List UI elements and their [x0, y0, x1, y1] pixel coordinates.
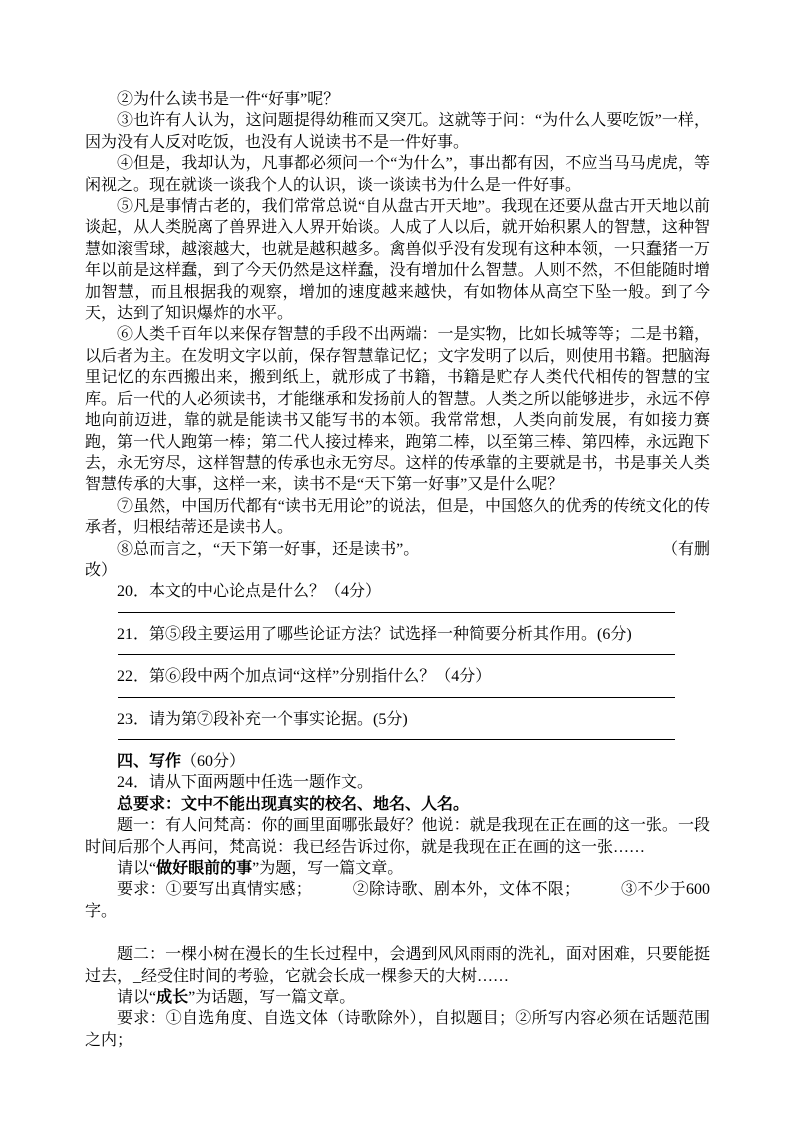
- passage-paragraph-2: ②为什么读书是一件“好事”呢？: [117, 91, 340, 108]
- topic1-title-line: [85, 858, 710, 879]
- topic2-title-prefix: 请以“: [117, 989, 157, 1007]
- topic2-title: 成长: [156, 989, 189, 1007]
- passage-paragraph-5: ⑤凡是事情古老的，我们常常总说“自从盘古开天地”。我现在还要从盘古开天地以前谈起，从人类脱离了兽界进入人界开始谈。人成了人以后，就开始积累人的智慧，这种智慧如滚雪球，越滚越大，也就是越积越多。禽兽似乎没有发现有这种本领，一只蠢猪一万年以前是这样蠢，到了今天仍然是这样蠢，没有增加什么智慧。人则不然，不但能随时增加智慧，而且根据我的观察，增加的速度越来越快，有如物体从高空下坠一般。到了今天，达到了知识爆炸的水平。: [85, 198, 710, 323]
- reading-passage: [85, 89, 710, 581]
- answer-line-20: [118, 603, 675, 613]
- writing-section-heading: [85, 751, 710, 772]
- passage-paragraph-4: ④但是，我却认为，凡事都必须问一个“为什么”，事出都有因，不应当马马虎虎，等闲视之。现在就谈一谈我个人的认识，谈一谈读书为什么是一件好事。: [85, 155, 710, 194]
- passage-paragraph-3: ③也许有人认为，这问题提得幼稚而又突兀。这就等于问：“为什么人要吃饭”一样，因为没有人反对吃饭，也没有人说读书不是一件好事。: [85, 112, 710, 151]
- topic2-title-suffix: ”为话题，写一篇文章。: [188, 989, 356, 1007]
- question-20: 20．本文的中心论点是什么？（4分）: [117, 583, 382, 601]
- topic2-title-line: [85, 987, 710, 1008]
- writing-section: [85, 751, 710, 1051]
- question-21: 21．第⑤段主要运用了哪些论证方法？试选择一种简要分析其作用。(6分): [117, 625, 632, 643]
- topic2-prompt: 题二：一棵小树在漫长的生长过程中，会遇到风风雨雨的洗礼，面对困难，只要能挺过去，_经受住时间的考验，它就会长成一棵参天的大树……: [85, 946, 710, 985]
- source-remark-wrap: 改）: [85, 561, 118, 579]
- topic1-title: 做好眼前的事: [156, 860, 253, 877]
- topic1-title-prefix: 请以“: [117, 860, 157, 877]
- question-22: 22．第⑥段中两个加点词“这样”分别指什么？（4分）: [117, 668, 492, 686]
- answer-line-23: [118, 730, 675, 740]
- answer-line-22: [118, 688, 675, 698]
- passage-paragraph-8-text: ⑧总而言之，“天下第一好事，还是读书”。: [117, 540, 420, 558]
- topic1-prompt: 题一：有人问梵高：你的画里面哪张最好？他说：就是我现在正在画的这一张。一段时间后那个人再问，梵高说：我已经告诉过你，就是我现在正在画的这一张……: [85, 817, 710, 856]
- passage-paragraph-6: ⑥人类千百年以来保存智慧的手段不出两端：一是实物，比如长城等等；二是书籍，以后者为主。在发明文字以前，保存智慧靠记忆；文字发明了以后，则使用书籍。把脑海里记忆的东西搬出来，搬到纸上，就形成了书籍，书籍是贮存人类代代相传的智慧的宝库。后一代的人必须读书，才能继承和发扬前人的智慧。人类之所以能够进步，永远不停地向前迈进，靠的就是能读书又能写书的本领。我常常想，人类向前发展，有如接力赛跑，第一代人跑第一棒；第二代人接过棒来，跑第二棒，以至第三棒、第四棒，永远跑下去，永无穷尽，这样智慧的传承也永无穷尽。这样的传承靠的主要就是书，书是事关人类智慧传承的大事，这样一来，读书不是“天下第一好事”又是什么呢？: [85, 326, 710, 494]
- question-23: 23．请为第⑦段补充一个事实论据。(5分): [117, 710, 408, 728]
- topic2-requirements: 要求：①自选角度、自选文体（诗歌除外），自拟题目；②所写内容必须在话题范围之内；: [85, 1010, 710, 1049]
- passage-paragraph-8: [85, 539, 710, 560]
- writing-section-score: （60分）: [181, 752, 246, 770]
- blank-line: [85, 922, 710, 944]
- topic1-title-suffix: ”为题，写一篇文章。: [252, 860, 404, 877]
- writing-section-title: 四、写作: [117, 752, 182, 770]
- topic1-requirements: 要求：①要写出真情实感； ②除诗歌、剧本外，文体不限； ③不少于600字。: [85, 881, 710, 920]
- writing-general-requirement: 总要求：文中不能出现真实的校名、地名、人名。: [117, 795, 470, 813]
- answer-line-21: [118, 645, 675, 655]
- question-24: 24．请从下面两题中任选一题作文。: [117, 774, 374, 792]
- source-remark-start: （有删: [661, 540, 710, 558]
- questions-block: [85, 581, 710, 740]
- passage-paragraph-7: ⑦虽然，中国历代都有“读书无用论”的说法，但是，中国悠久的优秀的传统文化的传承者，归根结蒂还是读书人。: [85, 497, 710, 537]
